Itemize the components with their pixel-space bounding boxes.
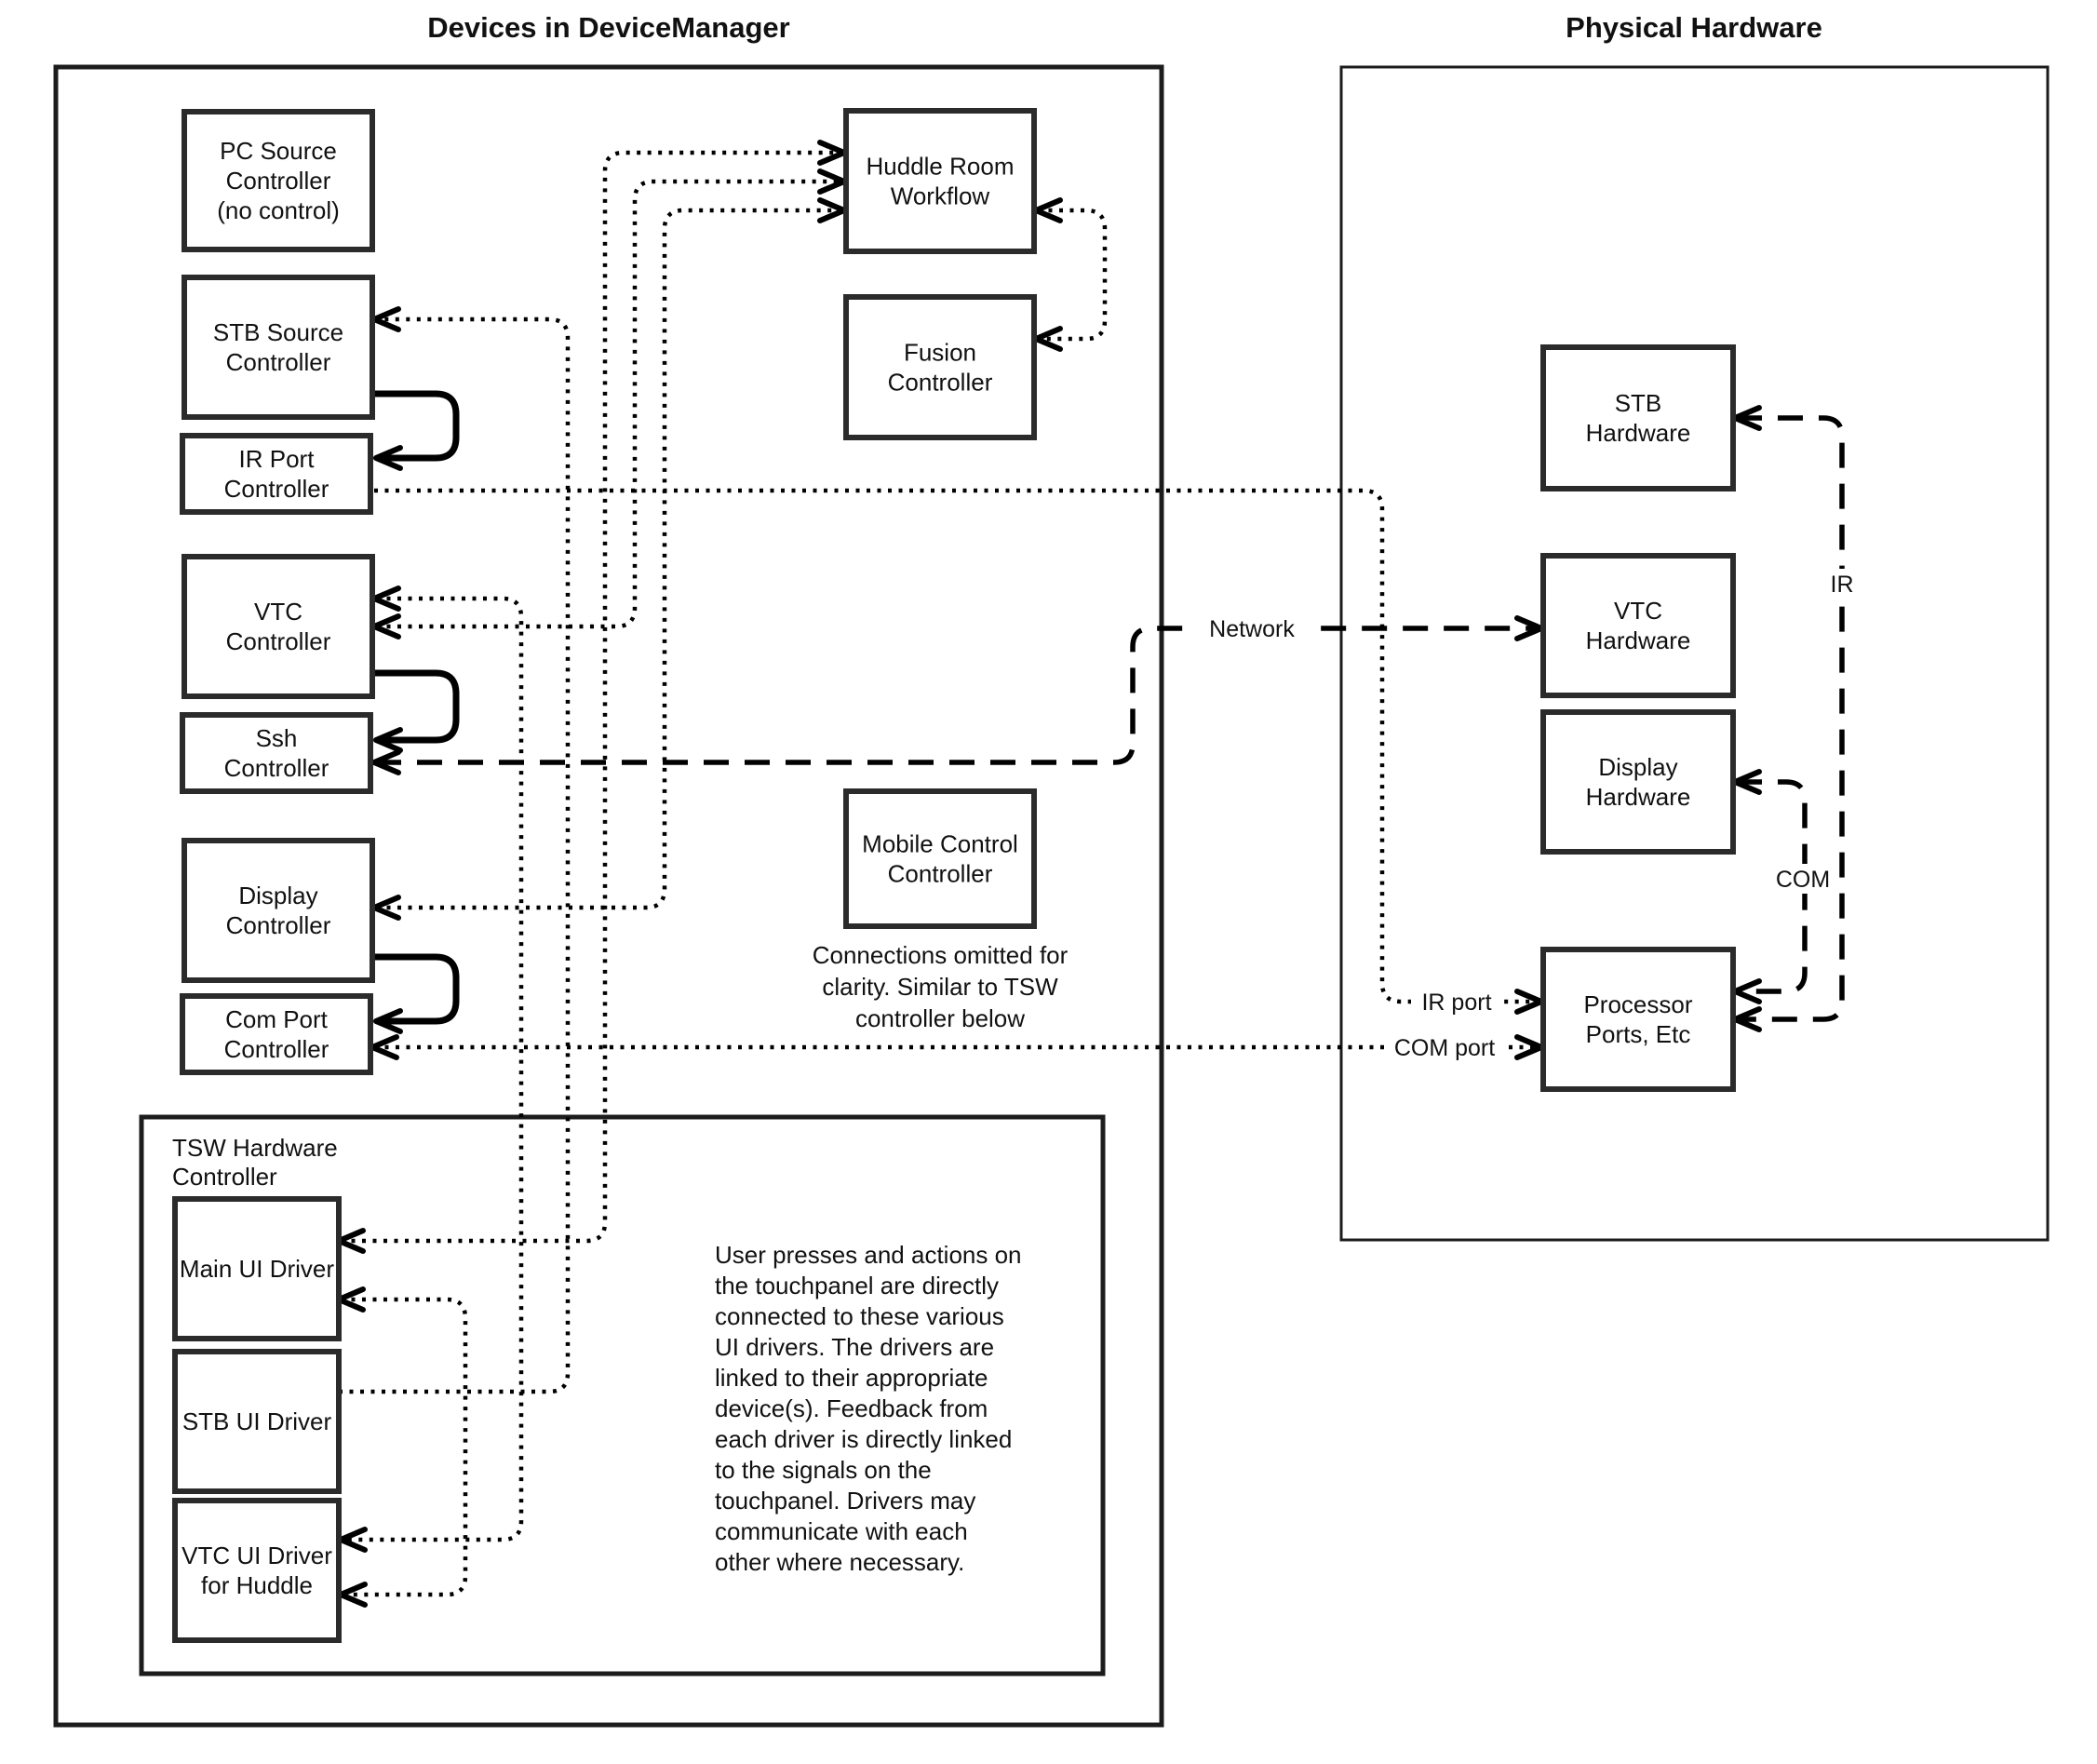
node-processor-ports-label: Processor (1583, 990, 1693, 1018)
node-com-port-controller-label: Controller (223, 1035, 329, 1063)
node-display-hardware (1543, 712, 1733, 852)
node-stb-hardware-label: STB (1614, 389, 1662, 417)
edge-label-ir: IR (1830, 572, 1854, 598)
node-fusion-controller-label: Controller (887, 368, 993, 397)
node-vtc-ui-driver-label: VTC UI Driver (181, 1542, 332, 1569)
node-vtc-controller (184, 557, 372, 696)
tsw-group-label: TSW Hardware (172, 1134, 338, 1162)
link-stbsource-irport (372, 394, 456, 458)
node-huddle-room-workflow (846, 111, 1034, 251)
node-processor-ports-label: Ports, Etc (1585, 1020, 1691, 1048)
node-stb-source-controller-label: Controller (225, 348, 331, 376)
tsw-group-label: Controller (172, 1163, 277, 1191)
devicemanager-title: Devices in DeviceManager (427, 11, 790, 44)
link-huddle-fusion (1038, 210, 1105, 339)
tsw_note: to the signals on the (715, 1456, 932, 1484)
node-display-hardware-label: Hardware (1585, 783, 1691, 811)
tsw_note: connected to these various (715, 1302, 1004, 1330)
node-stb-hardware-label: Hardware (1585, 419, 1691, 447)
mobile_note: Connections omitted for (812, 941, 1069, 969)
tsw_note: communicate with each (715, 1517, 968, 1545)
tsw_note: the touchpanel are directly (715, 1272, 999, 1299)
node-mobile-control-controller (846, 791, 1034, 926)
node-pc-source-controller-label: (no control) (217, 196, 340, 224)
tsw_note: device(s). Feedback from (715, 1394, 988, 1422)
node-display-controller-label: Display (238, 882, 318, 909)
node-display-hardware-label: Display (1598, 753, 1678, 781)
node-vtc-controller-label: Controller (225, 627, 331, 655)
edge-label-ir_port: IR port (1421, 990, 1492, 1016)
node-ssh-controller-label: Controller (223, 754, 329, 782)
tsw_note: other where necessary. (715, 1548, 965, 1576)
link-vtc-huddle (376, 182, 842, 626)
edge-label-network: Network (1209, 616, 1295, 642)
node-mobile-control-controller-label: Controller (887, 859, 993, 888)
node-pc-source-controller-label: Controller (225, 167, 331, 195)
link-processor-stbhw-ir (1737, 418, 1842, 1019)
link-display-comport (372, 957, 456, 1021)
tsw_note: linked to their appropriate (715, 1364, 988, 1392)
node-com-port-controller-label: Com Port (225, 1005, 328, 1033)
node-ssh-controller-label: Ssh (255, 724, 298, 752)
link-ssh-vtchw-network (376, 628, 1539, 762)
edge-label-com_port: COM port (1393, 1035, 1496, 1061)
node-stb-source-controller (184, 277, 372, 417)
node-stb-ui-driver-label: STB UI Driver (181, 1407, 332, 1435)
node-main-ui-driver-label: Main UI Driver (179, 1255, 335, 1283)
node-pc-source-controller-label: PC Source (220, 137, 337, 165)
node-vtc-controller-label: VTC (254, 598, 302, 626)
node-stb-source-controller-label: STB Source (212, 318, 344, 346)
node-mobile-control-controller-label: Mobile Control (862, 829, 1018, 858)
node-display-controller (184, 841, 372, 980)
tsw_note: each driver is directly linked (715, 1425, 1013, 1453)
mobile_note: controller below (854, 1004, 1026, 1032)
link-display-huddle (376, 210, 842, 908)
node-fusion-controller (846, 297, 1034, 438)
node-ir-port-controller-label: Controller (223, 475, 329, 503)
node-huddle-room-workflow-label: Huddle Room (866, 152, 1015, 181)
node-vtc-hardware-label: Hardware (1585, 626, 1691, 654)
tsw_note: touchpanel. Drivers may (715, 1487, 976, 1515)
link-mainui-vtcui (341, 1299, 465, 1595)
node-vtc-hardware-label: VTC (1614, 597, 1662, 625)
node-display-controller-label: Controller (225, 911, 331, 939)
tsw_note: UI drivers. The drivers are (715, 1333, 995, 1361)
node-ir-port-controller-label: IR Port (238, 445, 315, 473)
physical-hardware-title: Physical Hardware (1566, 11, 1822, 44)
node-huddle-room-workflow-label: Workflow (890, 182, 990, 210)
mobile_note: clarity. Similar to TSW (822, 973, 1058, 1001)
node-stb-hardware (1543, 347, 1733, 489)
tsw_note: User presses and actions on (715, 1241, 1022, 1269)
node-processor-ports (1543, 949, 1733, 1089)
node-vtc-hardware (1543, 556, 1733, 695)
node-vtc-ui-driver-label: for Huddle (201, 1571, 313, 1599)
link-mainui-huddle (341, 153, 842, 1241)
link-vtc-ssh (372, 673, 456, 740)
node-fusion-controller-label: Fusion (903, 338, 977, 367)
edge-label-com: COM (1775, 867, 1831, 893)
node-vtc-ui-driver (175, 1501, 339, 1640)
